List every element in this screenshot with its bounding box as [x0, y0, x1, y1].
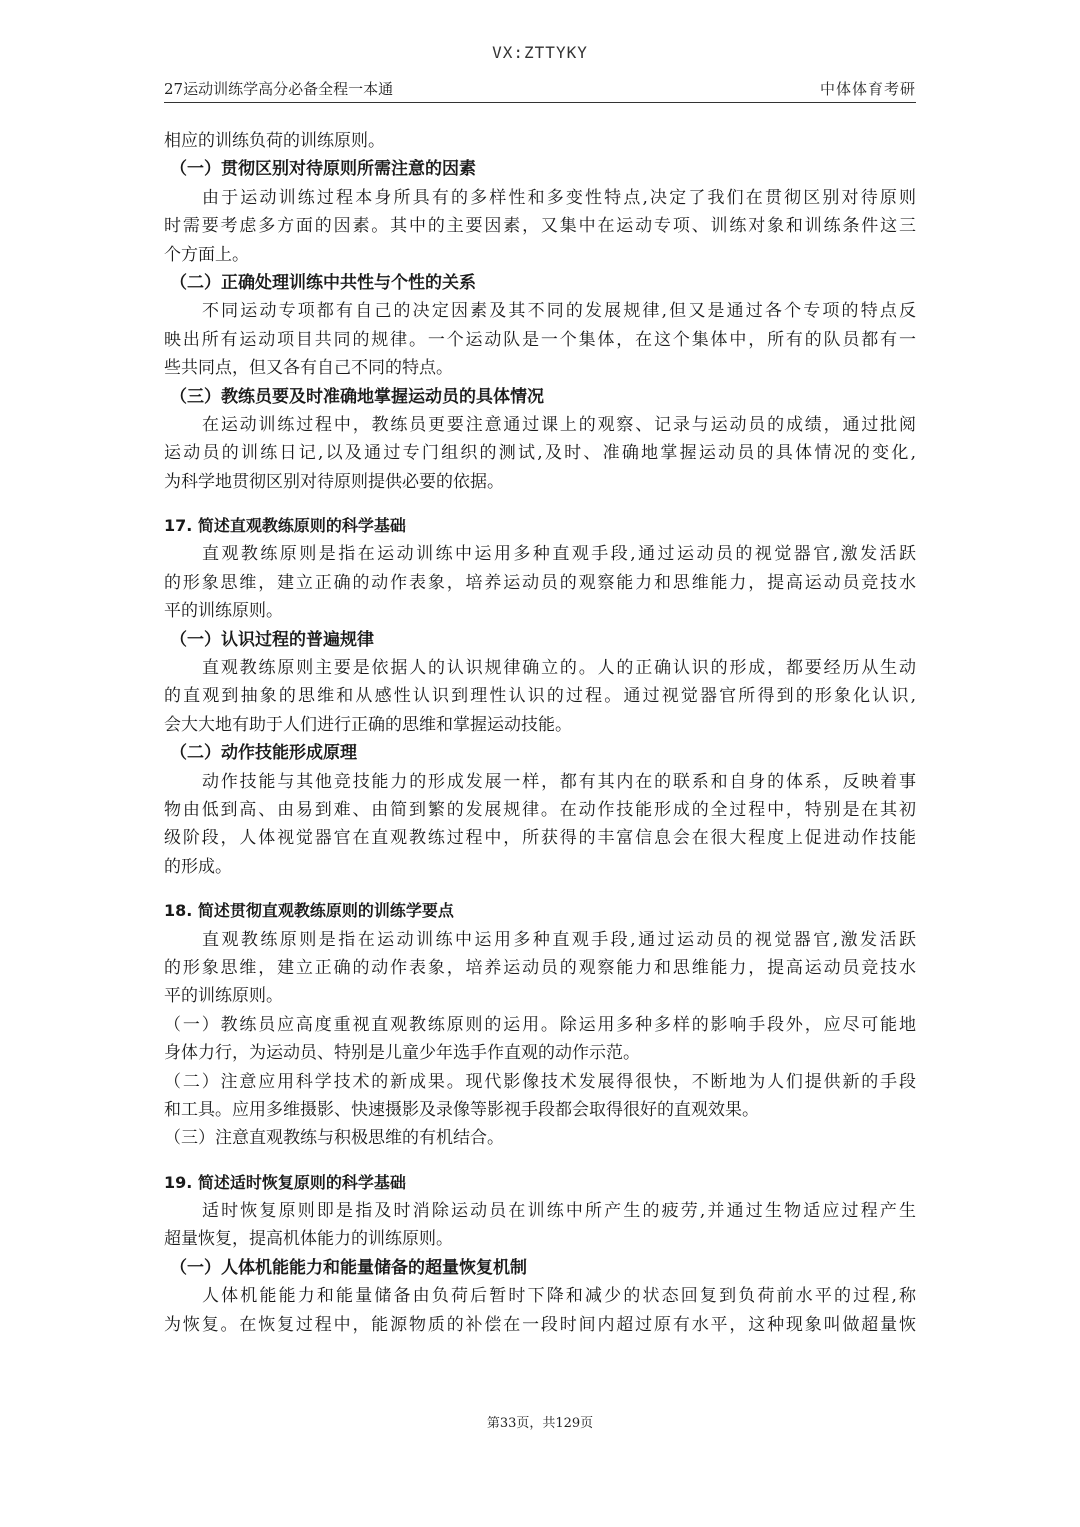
text-line: 在运动训练过程中，教练员更要注意通过课上的观察、记录与运动员的成绩，通过批阅	[202, 414, 916, 435]
section-heading: （二）动作技能形成原理	[170, 743, 357, 764]
text-line: 超量恢复，提高机体能力的训练原则。	[164, 1229, 453, 1250]
text-line: 人体机能能力和能量储备由负荷后暂时下降和减少的状态回复到负荷前水平的过程,称	[202, 1286, 916, 1307]
page-header	[164, 78, 916, 103]
text-line: 级阶段，人体视觉器官在直观教练过程中，所获得的丰富信息会在很大程度上促进动作技能	[164, 828, 916, 849]
text-line: 直观教练原则主要是依据人的认识规律确立的。人的正确认识的形成，都要经历从生动	[202, 658, 916, 679]
text-line: 的形象思维，建立正确的动作表象，培养运动员的观察能力和思维能力，提高运动员竞技水	[164, 957, 916, 978]
section-heading: （一）认识过程的普遍规律	[170, 629, 374, 650]
text-line: 个方面上。	[164, 244, 249, 265]
publisher-name: 中体体育考研	[819, 80, 916, 98]
text-line: 直观教练原则是指在运动训练中运用多种直观手段,通过运动员的视觉器官,激发活跃	[202, 929, 916, 950]
text-line: （二）注意应用科学技术的新成果。现代影像技术发展得很快，不断地为人们提供新的手段	[164, 1071, 916, 1092]
text-line: 为科学地贯彻区别对待原则提供必要的依据。	[164, 471, 504, 492]
text-line: 会大大地有助于人们进行正确的思维和掌握运动技能。	[164, 714, 572, 735]
text-line: 的直观到抽象的思维和从感性认识到理性认识的过程。通过视觉器官所得到的形象化认识,	[164, 686, 916, 707]
text-line: 为恢复。在恢复过程中，能源物质的补偿在一段时间内超过原有水平，这种现象叫做超量恢	[164, 1314, 916, 1335]
page-body	[164, 127, 916, 1339]
text-line: （一）教练员应高度重视直观教练原则的运用。除运用多种多样的影响手段外，应尽可能地	[164, 1014, 916, 1035]
text-line: 的形象思维，建立正确的动作表象，培养运动员的观察能力和思维能力，提高运动员竞技水	[164, 572, 916, 593]
text-line: 直观教练原则是指在运动训练中运用多种直观手段,通过运动员的视觉器官,激发活跃	[202, 544, 916, 565]
question-heading: 17. 简述直观教练原则的科学基础	[164, 516, 406, 536]
text-line: 映出所有运动项目共同的规律。一个运动队是一个集体，在这个集体中，所有的队员都有一	[164, 329, 916, 350]
text-line: 和工具。应用多维摄影、快速摄影及录像等影视手段都会取得很好的直观效果。	[164, 1099, 759, 1120]
text-line: 不同运动专项都有自己的决定因素及其不同的发展规律,但又是通过各个专项的特点反	[202, 301, 916, 322]
section-heading: （二）正确处理训练中共性与个性的关系	[170, 272, 476, 293]
text-line: 适时恢复原则即是指及时消除运动员在训练中所产生的疲劳,并通过生物适应过程产生	[202, 1201, 916, 1222]
question-heading: 18. 简述贯彻直观教练原则的训练学要点	[164, 901, 454, 921]
page-number: 第33页，共129页	[486, 1416, 594, 1431]
text-line: 动作技能与其他竞技能力的形成发展一样，都有其内在的联系和自身的体系，反映着事	[202, 771, 916, 792]
text-line: 物由低到高、由易到难、由简到繁的发展规律。在动作技能形成的全过程中，特别是在其初	[164, 799, 916, 820]
text-line: 相应的训练负荷的训练原则。	[164, 131, 385, 151]
section-heading: （一）人体机能能力和能量储备的超量恢复机制	[170, 1257, 527, 1278]
text-line: 由于运动训练过程本身所具有的多样性和多变性特点,决定了我们在贯彻区别对待原则	[202, 187, 916, 208]
text-line: 时需要考虑多方面的因素。其中的主要因素，又集中在运动专项、训练对象和训练条件这三	[164, 216, 916, 237]
book-title: 27运动训练学高分必备全程一本通	[164, 80, 394, 98]
text-line: 身体力行，为运动员、特别是儿童少年选手作直观的动作示范。	[164, 1043, 640, 1064]
text-line: 平的训练原则。	[164, 986, 283, 1007]
text-line: 平的训练原则。	[164, 601, 283, 622]
section-heading: （三）教练员要及时准确地掌握运动员的具体情况	[170, 386, 544, 407]
text-line: 些共同点，但又各有自己不同的特点。	[164, 358, 453, 379]
text-line: 的形成。	[164, 856, 232, 877]
watermark: VX:ZTTYKY	[492, 43, 588, 62]
section-heading: （一）贯彻区别对待原则所需注意的因素	[170, 159, 476, 180]
text-line: （三）注意直观教练与积极思维的有机结合。	[164, 1128, 504, 1149]
question-heading: 19. 简述适时恢复原则的科学基础	[164, 1172, 406, 1192]
text-line: 运动员的训练日记,以及通过专门组织的测试,及时、准确地掌握运动员的具体情况的变化,	[164, 443, 916, 464]
